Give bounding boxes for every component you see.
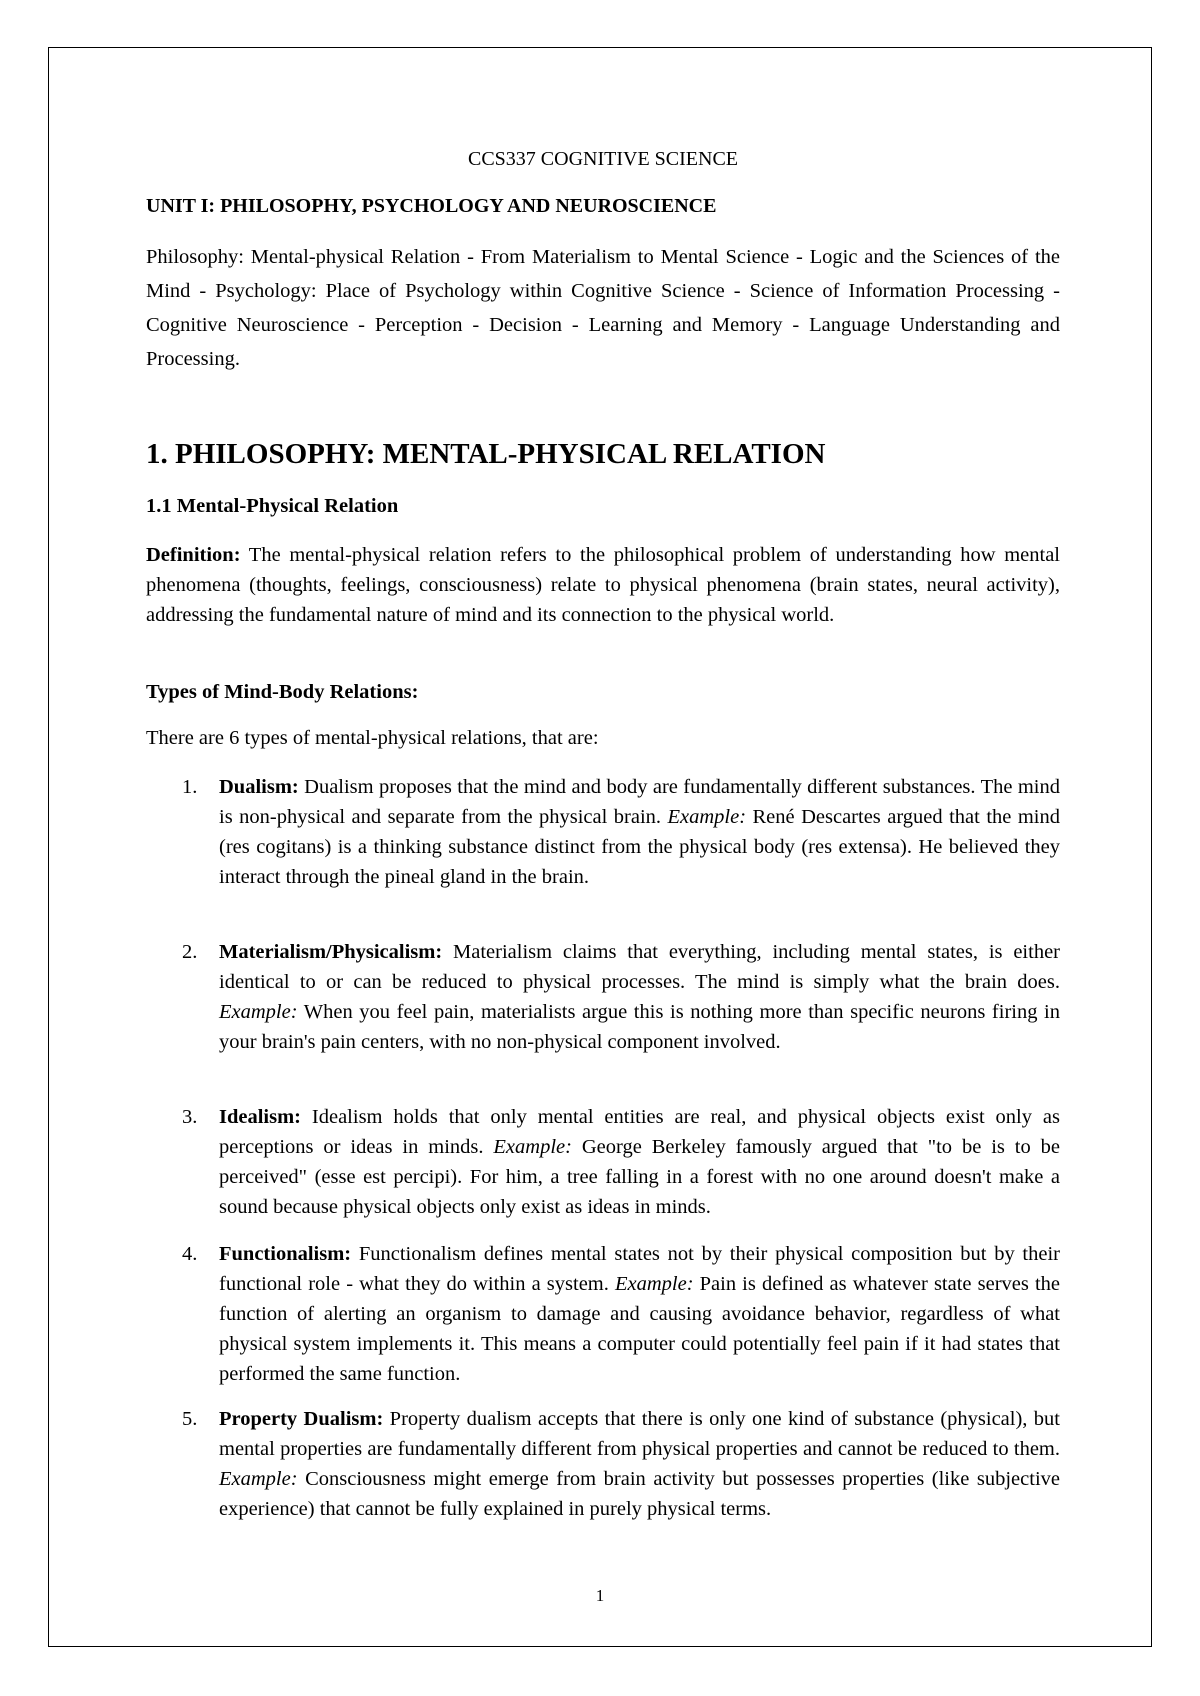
types-intro: There are 6 types of mental-physical relations, that are: (146, 727, 599, 749)
list-text: Dualism proposes that the mind and body are fundamentally different substances. The mind is non-physical and separate from the physical brain. (219, 776, 1060, 828)
course-title: CCS337 COGNITIVE SCIENCE (467, 148, 738, 170)
list-text: Materialism claims that everything, including mental states, is either identical to or can be reduced to physical processes. The mind is simply what the brain does. (219, 941, 1060, 993)
definition-label: Definition: (146, 544, 241, 566)
definition-paragraph (146, 540, 1060, 630)
list-text: Property dualism accepts that there is only one kind of substance (physical), but mental properties are fundamentally different from physical properties and cannot be reduced to them. (219, 1408, 1060, 1460)
list-number: 1. (182, 776, 198, 798)
list-item-materialism (182, 937, 1060, 1057)
example-label: Example: (219, 1001, 298, 1023)
subsection-heading: 1.1 Mental-Physical Relation (146, 495, 399, 517)
list-term: Property Dualism: (219, 1408, 384, 1430)
list-text: Functionalism defines mental states not by their physical composition but by their functional role - what they do within a system. (219, 1243, 1060, 1295)
list-number: 3. (182, 1106, 198, 1128)
definition-text: The mental-physical relation refers to the philosophical problem of understanding how mental phenomena (thoughts, feelings, consciousness) relate to physical phenomena (brain states, neural activity), addressing the fundamental nature of mind and its connection to the physical world. (146, 544, 1060, 626)
example-label: Example: (219, 1468, 298, 1490)
list-item-functionalism (182, 1239, 1060, 1389)
list-number: 5. (182, 1408, 198, 1430)
page-number: 1 (595, 1586, 605, 1605)
example-text: René Descartes argued that the mind (res cogitans) is a thinking substance distinct from the physical body (res extensa). He believed they interact through the pineal gland in the brain. (219, 806, 1060, 888)
example-text: Pain is defined as whatever state serves the function of alerting an organism to damage and causing avoidance behavior, regardless of what physical system implements it. This means a computer could potentially feel pain if it had states that performed the same function. (219, 1273, 1060, 1385)
example-text: George Berkeley famously argued that "to be is to be perceived" (esse est percipi). For him, a tree falling in a forest with no one around doesn't make a sound because physical objects only exist as ideas in minds. (219, 1136, 1060, 1218)
list-item-dualism (182, 772, 1060, 892)
section-heading: 1. PHILOSOPHY: MENTAL-PHYSICAL RELATION (146, 438, 826, 470)
list-term: Idealism: (219, 1106, 301, 1128)
list-term: Dualism: (219, 776, 299, 798)
list-term: Materialism/Physicalism: (219, 941, 443, 963)
example-text: When you feel pain, materialists argue this is nothing more than specific neurons firing in your brain's pain centers, with no non-physical component involved. (219, 1001, 1060, 1053)
list-item-idealism (182, 1102, 1060, 1222)
list-item-property-dualism (182, 1404, 1060, 1524)
list-term: Functionalism: (219, 1243, 352, 1265)
example-text: Consciousness might emerge from brain activity but possesses properties (like subjective experience) that cannot be fully explained in purely physical terms. (219, 1468, 1060, 1520)
example-label: Example: (493, 1136, 572, 1158)
list-number: 2. (182, 941, 198, 963)
types-heading: Types of Mind-Body Relations: (146, 681, 419, 703)
unit-topics: Philosophy: Mental-physical Relation - From Materialism to Mental Science - Logic and the Sciences of the Mind - Psychology: Place of Psychology within Cognitive Science - Science of Information Processing -Cognitive Neuroscience - Perception - Decision - Learning and Memory - Language Understanding and Processing. (146, 246, 1060, 370)
list-number: 4. (182, 1243, 198, 1265)
example-label: Example: (667, 806, 747, 828)
example-label: Example: (614, 1273, 694, 1295)
list-text: Idealism holds that only mental entities are real, and physical objects exist only as perceptions or ideas in minds. (219, 1106, 1060, 1158)
unit-title: UNIT I: PHILOSOPHY, PSYCHOLOGY AND NEUROSCIENCE (146, 195, 717, 217)
